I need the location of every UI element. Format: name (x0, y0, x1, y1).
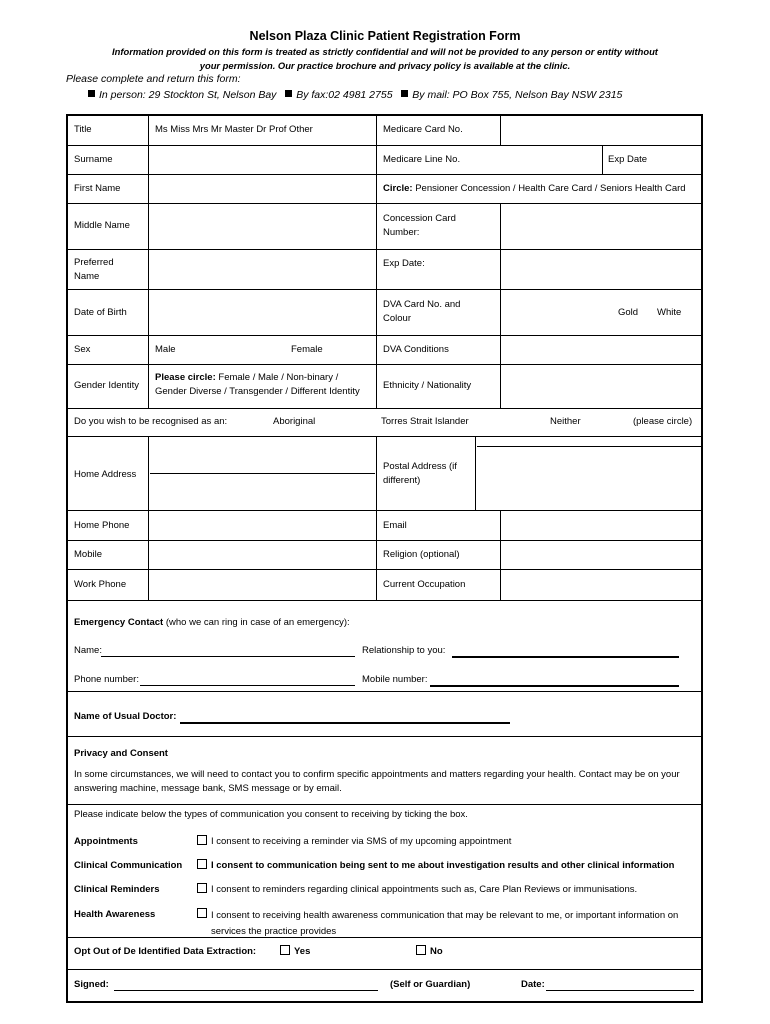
aboriginal-option[interactable]: Aboriginal (273, 416, 316, 427)
middle-name-field[interactable] (150, 205, 375, 248)
first-name-field[interactable] (150, 176, 375, 202)
email-label: Email (383, 520, 407, 531)
appointments-checkbox[interactable] (197, 835, 207, 845)
dva-card-label: DVA Card No. and Colour (383, 299, 461, 324)
dva-conditions-field[interactable] (502, 337, 700, 363)
mobile-label: Mobile (74, 549, 102, 560)
occupation-label: Current Occupation (383, 579, 466, 590)
usual-doctor-label: Name of Usual Doctor: (74, 711, 177, 722)
mobile-number-label: Mobile number: (362, 674, 428, 685)
please-circle-note: (please circle) (633, 416, 693, 427)
preferred-name-label: Preferred Name (74, 257, 114, 282)
dob-label: Date of Birth (74, 307, 127, 318)
exp-date2-label: Exp Date: (383, 258, 425, 269)
home-phone-label: Home Phone (74, 520, 130, 531)
privacy-text: In some circumstances, we will need to contact you to confirm specific appointments and matters regarding your health. Contact may be on your answering machine, message bank, SMS message or by email. (74, 769, 680, 794)
work-phone-field[interactable] (150, 571, 375, 599)
bullet-square-icon (88, 90, 95, 97)
mail-method: By mail: PO Box 755, Nelson Bay NSW 2315 (412, 89, 623, 101)
surname-field[interactable] (150, 147, 375, 173)
email-field[interactable] (502, 512, 700, 539)
torres-strait-option[interactable]: Torres Strait Islander (381, 416, 469, 427)
emergency-name-label: Name: (74, 645, 102, 656)
circle-options: Pensioner Concession / Health Care Card / Seniors Health Card (415, 183, 686, 194)
phone-number-label: Phone number: (74, 674, 139, 685)
dob-field[interactable] (150, 291, 375, 334)
neither-option[interactable]: Neither (550, 416, 581, 427)
emergency-name-field[interactable] (101, 656, 355, 657)
appointments-consent[interactable] (197, 835, 511, 849)
concession-card-label: Concession Card Number: (383, 213, 456, 238)
clinical-communication-consent[interactable] (197, 859, 674, 873)
occupation-field[interactable] (502, 571, 700, 599)
bullet-square-icon (285, 90, 292, 97)
relationship-label: Relationship to you: (362, 645, 446, 656)
title-options[interactable]: Ms Miss Mrs Mr Master Dr Prof Other (155, 124, 313, 135)
return-methods (88, 89, 622, 101)
medicare-card-label: Medicare Card No. (383, 124, 463, 135)
date-label: Date: (521, 979, 545, 990)
postal-address-label: Postal Address (if different) (383, 461, 457, 486)
signature-field[interactable] (114, 990, 378, 991)
opt-out-yes-label: Yes (294, 946, 311, 957)
opt-out-no[interactable] (416, 945, 443, 959)
registration-form (66, 114, 703, 1003)
gender-options-line-1: Female / Male / Non-binary / (218, 372, 339, 383)
please-circle-label: Please circle: (155, 372, 216, 383)
clinical-communication-text: I consent to communication being sent to me about investigation results and other clinical information (211, 860, 675, 871)
concession-card-field[interactable] (502, 205, 700, 248)
clinical-reminders-consent[interactable] (197, 883, 637, 897)
religion-label: Religion (optional) (383, 549, 460, 560)
ethnicity-field[interactable] (502, 366, 700, 407)
sex-male-option[interactable]: Male (155, 344, 176, 355)
emergency-phone-field[interactable] (140, 685, 355, 686)
emergency-contact-title: Emergency Contact (74, 617, 164, 628)
form-title: Nelson Plaza Clinic Patient Registration Form (249, 29, 521, 43)
dva-conditions-label: DVA Conditions (383, 344, 449, 355)
sex-label: Sex (74, 344, 91, 355)
appointments-label: Appointments (74, 836, 138, 847)
home-address-label: Home Address (74, 469, 137, 480)
title-label: Title (74, 124, 92, 135)
opt-out-no-checkbox[interactable] (416, 945, 426, 955)
opt-out-yes[interactable] (280, 945, 310, 959)
first-name-label: First Name (74, 183, 121, 194)
gender-identity-label: Gender Identity (74, 380, 139, 391)
self-or-guardian: (Self or Guardian) (390, 979, 471, 990)
recognised-label: Do you wish to be recognised as an: (74, 416, 228, 427)
home-address-field[interactable] (150, 438, 375, 509)
fax-method: By fax:02 4981 2755 (296, 89, 393, 101)
preferred-name-field[interactable] (150, 251, 375, 288)
usual-doctor-field[interactable] (180, 722, 510, 724)
emergency-contact-note: (who we can ring in case of an emergency): (165, 617, 350, 628)
medicare-card-field[interactable] (502, 117, 700, 144)
concession-circle-row[interactable] (383, 182, 686, 196)
bullet-square-icon (401, 90, 408, 97)
appointments-consent-text: I consent to receiving a reminder via SMS of my upcoming appointment (211, 836, 512, 847)
health-awareness-text: I consent to receiving health awareness communication that may be relevant to me, or important information on services the practice provides (211, 910, 679, 937)
confidentiality-line-1: Information provided on this form is treated as strictly confidential and will not be provided to any person or entity without (112, 46, 658, 57)
religion-field[interactable] (502, 542, 700, 568)
home-phone-field[interactable] (150, 512, 375, 539)
emergency-contact-heading (74, 616, 350, 630)
confidentiality-line-2: your permission. Our practice brochure and privacy policy is available at the clinic. (199, 60, 571, 71)
relationship-field[interactable] (452, 656, 679, 658)
in-person-method: In person: 29 Stockton St, Nelson Bay (99, 89, 277, 101)
emergency-mobile-field[interactable] (430, 685, 679, 687)
work-phone-label: Work Phone (74, 579, 127, 590)
confidentiality-notice (0, 45, 770, 73)
mobile-field[interactable] (150, 542, 375, 568)
clinical-reminders-label: Clinical Reminders (74, 884, 160, 895)
dva-white-option[interactable]: White (657, 307, 682, 318)
medicare-line-label: Medicare Line No. (383, 154, 461, 165)
clinical-reminders-checkbox[interactable] (197, 883, 207, 893)
signed-label: Signed: (74, 979, 109, 990)
clinical-communication-label: Clinical Communication (74, 860, 183, 871)
dva-gold-option[interactable]: Gold (618, 307, 639, 318)
opt-out-yes-checkbox[interactable] (280, 945, 290, 955)
surname-label: Surname (74, 154, 113, 165)
gender-identity-options[interactable] (155, 371, 360, 399)
date-field[interactable] (546, 990, 694, 991)
sex-female-option[interactable]: Female (291, 344, 323, 355)
opt-out-label: Opt Out of De Identified Data Extraction: (74, 946, 257, 957)
health-awareness-checkbox[interactable] (197, 908, 207, 918)
health-awareness-label: Health Awareness (74, 909, 156, 920)
exp-date2-field[interactable] (502, 251, 700, 288)
clinical-communication-checkbox[interactable] (197, 859, 207, 869)
complete-prompt: Please complete and return this form: (66, 73, 241, 85)
indicate-text: Please indicate below the types of communication you consent to receiving by ticking the box. (74, 809, 468, 820)
health-awareness-consent[interactable] (197, 908, 211, 922)
exp-date-label: Exp Date (608, 154, 648, 165)
postal-address-field[interactable] (477, 438, 700, 509)
gender-options-line-2: Gender Diverse / Transgender / Different Identity (155, 386, 360, 397)
opt-out-no-label: No (430, 946, 443, 957)
middle-name-label: Middle Name (74, 220, 130, 231)
ethnicity-label: Ethnicity / Nationality (383, 380, 472, 391)
circle-label: Circle: (383, 183, 413, 194)
clinical-reminders-text: I consent to reminders regarding clinical appointments such as, Care Plan Reviews or immunisations. (211, 884, 638, 895)
privacy-title: Privacy and Consent (74, 748, 168, 759)
